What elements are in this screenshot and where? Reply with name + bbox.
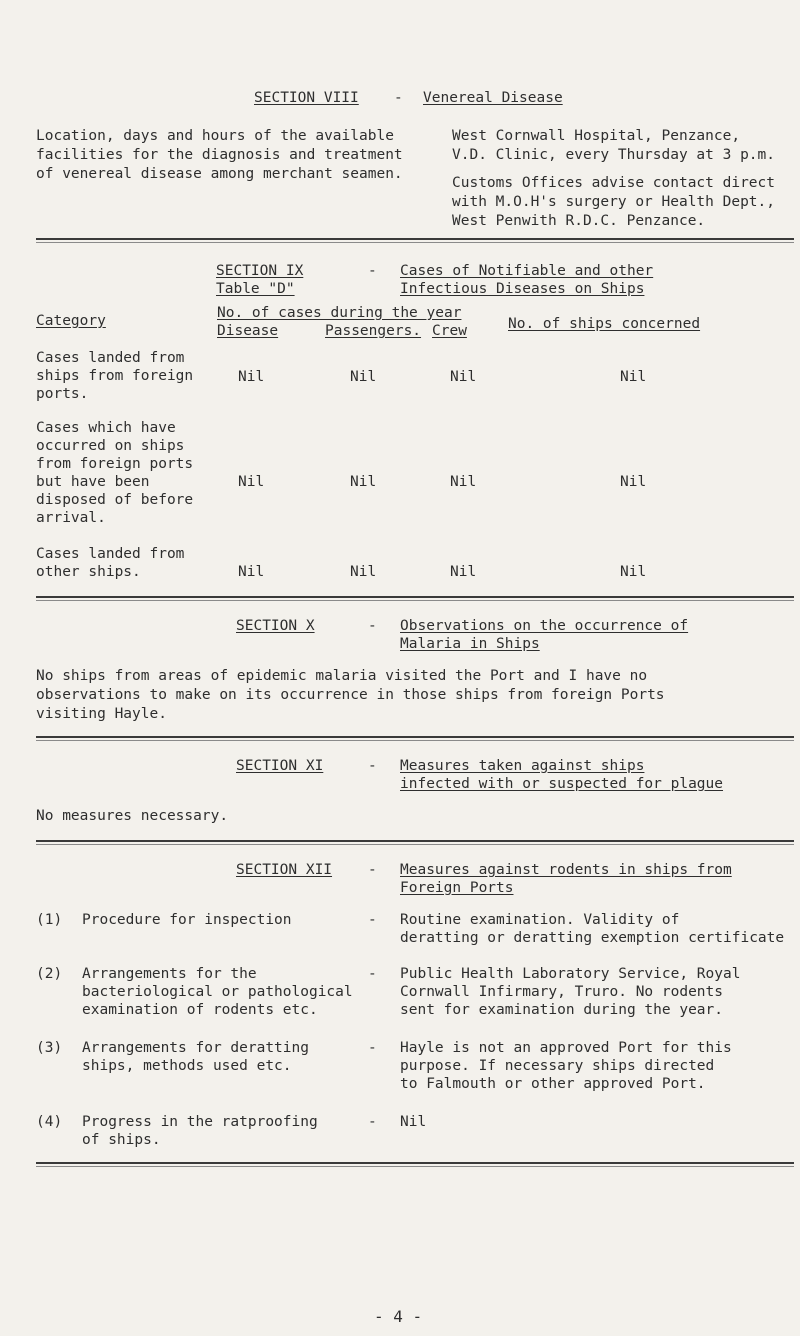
text-line: of venereal disease among merchant seamen.	[36, 166, 403, 182]
item-answer: Nil	[400, 1114, 427, 1130]
column-header-crew: Crew	[432, 323, 467, 339]
column-header-category: Category	[36, 313, 106, 329]
column-header-cases-group: No. of cases during the year	[217, 305, 462, 321]
section-xii-heading: SECTION XII	[236, 862, 333, 878]
item-dash: -	[368, 1114, 377, 1130]
cell-passengers: Nil	[350, 474, 377, 490]
item-label: ships, methods used etc.	[82, 1058, 292, 1074]
item-number: (3)	[36, 1040, 63, 1056]
cell-ships: Nil	[620, 474, 647, 490]
row-label: Cases which have	[36, 420, 176, 436]
section-viii-title: Venereal Disease	[423, 90, 563, 106]
item-answer: to Falmouth or other approved Port.	[400, 1076, 706, 1092]
row-label: ships from foreign	[36, 368, 194, 384]
text-line: V.D. Clinic, every Thursday at 3 p.m.	[452, 147, 776, 163]
divider	[36, 736, 794, 738]
section-xi-heading: SECTION XI	[236, 758, 324, 774]
cell-ships: Nil	[620, 369, 647, 385]
text-line: visiting Hayle.	[36, 706, 167, 722]
section-ix-dash: -	[368, 263, 377, 279]
item-answer: Routine examination. Validity of	[400, 912, 680, 928]
cell-ships: Nil	[620, 564, 647, 580]
cell-passengers: Nil	[350, 564, 377, 580]
text-line: No ships from areas of epidemic malaria visited the Port and I have no	[36, 668, 648, 684]
row-label: occurred on ships	[36, 438, 185, 454]
item-number: (4)	[36, 1114, 63, 1130]
item-dash: -	[368, 966, 377, 982]
section-x-dash: -	[368, 618, 377, 634]
item-label: Arrangements for deratting	[82, 1040, 309, 1056]
item-dash: -	[368, 912, 377, 928]
item-label: Arrangements for the	[82, 966, 257, 982]
item-label: bacteriological or pathological	[82, 984, 353, 1000]
section-x-title-line2: Malaria in Ships	[400, 636, 540, 652]
item-answer: purpose. If necessary ships directed	[400, 1058, 715, 1074]
page-number: - 4 -	[374, 1307, 423, 1326]
section-xi-title-line2: infected with or suspected for plague	[400, 776, 724, 792]
row-label: disposed of before	[36, 492, 194, 508]
cell-passengers: Nil	[350, 369, 377, 385]
section-xii-title-line2: Foreign Ports	[400, 880, 514, 896]
section-ix-title-line1: Cases of Notifiable and other	[400, 263, 654, 279]
divider	[36, 596, 794, 598]
row-label: from foreign ports	[36, 456, 194, 472]
section-viii-dash: -	[394, 90, 403, 106]
section-xi-title-line1: Measures taken against ships	[400, 758, 645, 774]
item-number: (1)	[36, 912, 63, 928]
cell-crew: Nil	[450, 564, 477, 580]
item-answer: deratting or deratting exemption certificate	[400, 930, 785, 946]
section-ix-title-line2: Infectious Diseases on Ships	[400, 281, 645, 297]
cell-disease: Nil	[238, 474, 265, 490]
section-x-title-line1: Observations on the occurrence of	[400, 618, 689, 634]
divider	[36, 238, 794, 240]
item-label: Progress in the ratproofing	[82, 1114, 318, 1130]
text-line: West Penwith R.D.C. Penzance.	[452, 213, 706, 229]
table-d-label: Table "D"	[216, 281, 295, 297]
item-label: Procedure for inspection	[82, 912, 292, 928]
section-xi-body: No measures necessary.	[36, 808, 229, 824]
column-header-disease: Disease	[217, 323, 279, 339]
column-header-passengers: Passengers.	[325, 323, 422, 339]
section-viii-heading: SECTION VIII	[254, 90, 359, 106]
item-label: examination of rodents etc.	[82, 1002, 318, 1018]
text-line: with M.O.H's surgery or Health Dept.,	[452, 194, 776, 210]
section-xii-dash: -	[368, 862, 377, 878]
row-label: other ships.	[36, 564, 141, 580]
column-header-ships: No. of ships concerned	[508, 316, 701, 332]
row-label: but have been	[36, 474, 150, 490]
section-xi-dash: -	[368, 758, 377, 774]
section-x-heading: SECTION X	[236, 618, 315, 634]
row-label: Cases landed from	[36, 350, 185, 366]
cell-disease: Nil	[238, 369, 265, 385]
item-answer: Cornwall Infirmary, Truro. No rodents	[400, 984, 724, 1000]
text-line: facilities for the diagnosis and treatment	[36, 147, 403, 163]
row-label: arrival.	[36, 510, 106, 526]
item-number: (2)	[36, 966, 63, 982]
section-xii-title-line1: Measures against rodents in ships from	[400, 862, 732, 878]
row-label: Cases landed from	[36, 546, 185, 562]
text-line: observations to make on its occurrence in those ships from foreign Ports	[36, 687, 665, 703]
text-line: West Cornwall Hospital, Penzance,	[452, 128, 741, 144]
text-line: Customs Offices advise contact direct	[452, 175, 776, 191]
section-ix-heading: SECTION IX	[216, 263, 304, 279]
item-label: of ships.	[82, 1132, 161, 1148]
text-line: Location, days and hours of the available	[36, 128, 394, 144]
divider	[36, 840, 794, 842]
cell-crew: Nil	[450, 369, 477, 385]
row-label: ports.	[36, 386, 89, 402]
item-answer: Public Health Laboratory Service, Royal	[400, 966, 741, 982]
item-answer: sent for examination during the year.	[400, 1002, 724, 1018]
cell-disease: Nil	[238, 564, 265, 580]
cell-crew: Nil	[450, 474, 477, 490]
divider	[36, 1162, 794, 1164]
item-answer: Hayle is not an approved Port for this	[400, 1040, 732, 1056]
item-dash: -	[368, 1040, 377, 1056]
